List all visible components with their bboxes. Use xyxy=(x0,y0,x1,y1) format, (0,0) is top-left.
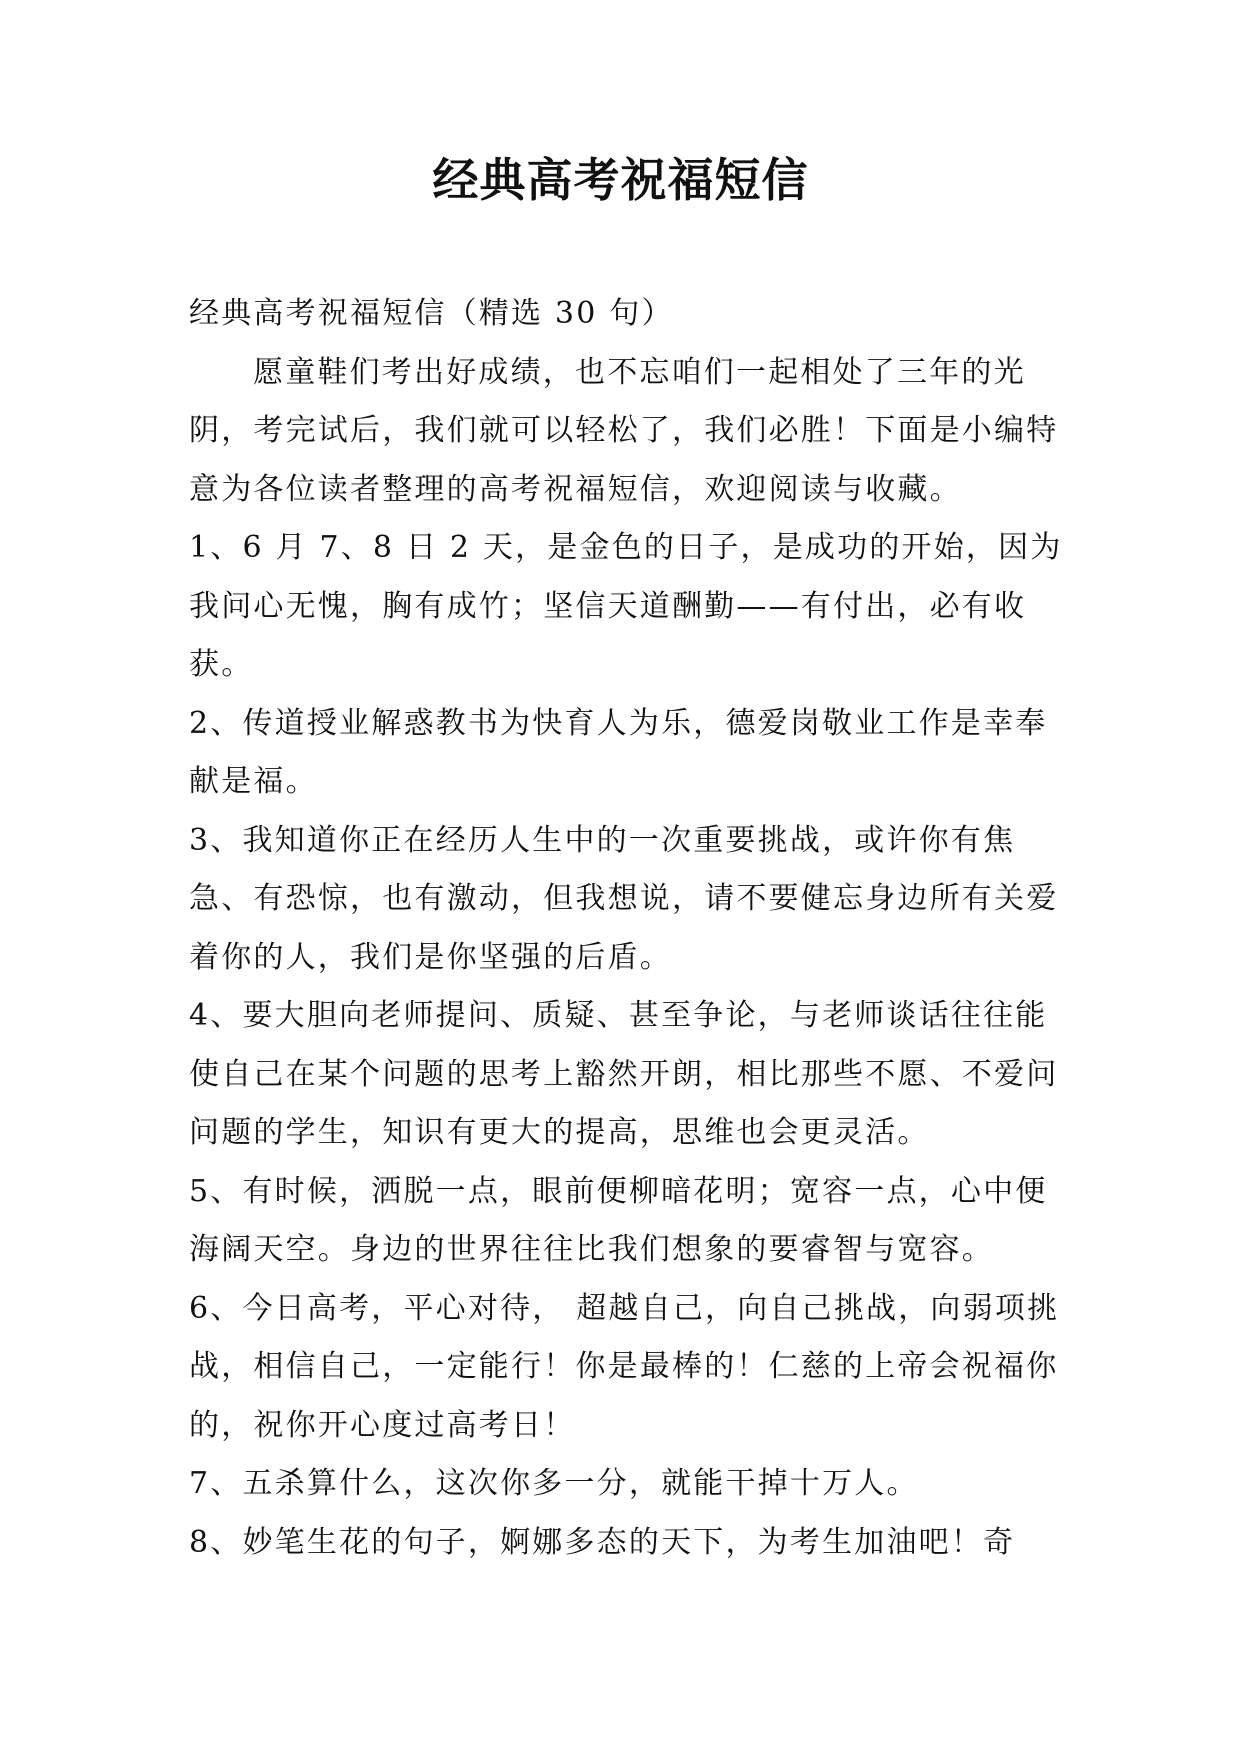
document-title: 经典高考祝福短信 xyxy=(432,153,809,207)
list-item: 1、6 月 7、8 日 2 天，是金色的日子，是成功的开始，因为我问心无愧，胸有成竹；坚信天道酬勤——有付出，必有收获。 xyxy=(189,530,1063,682)
list-item: 2、传道授业解惑教书为快育人为乐，德爱岗敬业工作是幸奉献是福。 xyxy=(189,705,1048,799)
list-item: 5、有时候，洒脱一点，眼前便柳暗花明；宽容一点，心中便海阔天空。身边的世界往往比我们想象的要睿智与宽容。 xyxy=(189,1173,1048,1267)
intro-paragraph: 愿童鞋们考出好成绩，也不忘咱们一起相处了三年的光阴，考完试后，我们就可以轻松了，我们必胜！下面是小编特意为各位读者整理的高考祝福短信，欢迎阅读与收藏。 xyxy=(189,354,1059,507)
list-item: 8、妙笔生花的句子，婀娜多态的天下，为考生加油吧！奇 xyxy=(189,1524,1016,1560)
list-item: 6、今日高考，平心对待， 超越自己，向自己挑战，向弱项挑战，相信自己，一定能行！你是最棒的！仁慈的上帝会祝福你的，祝你开心度过高考日！ xyxy=(189,1290,1060,1443)
list-item: 3、我知道你正在经历人生中的一次重要挑战，或许你有焦急、有恐惊，也有激动，但我想说，请不要健忘身边所有关爱着你的人，我们是你坚强的后盾。 xyxy=(189,822,1059,975)
list-item: 4、要大胆向老师提问、质疑、甚至争论，与老师谈话往往能使自己在某个问题的思考上豁然开朗，相比那些不愿、不爱问问题的学生，知识有更大的提高，思维也会更灵活。 xyxy=(189,998,1059,1150)
list-item: 7、五杀算什么，这次你多一分，就能干掉十万人。 xyxy=(189,1466,919,1501)
document-body xyxy=(189,285,1069,1572)
document-subtitle: 经典高考祝福短信（精选 30 句） xyxy=(189,296,674,331)
